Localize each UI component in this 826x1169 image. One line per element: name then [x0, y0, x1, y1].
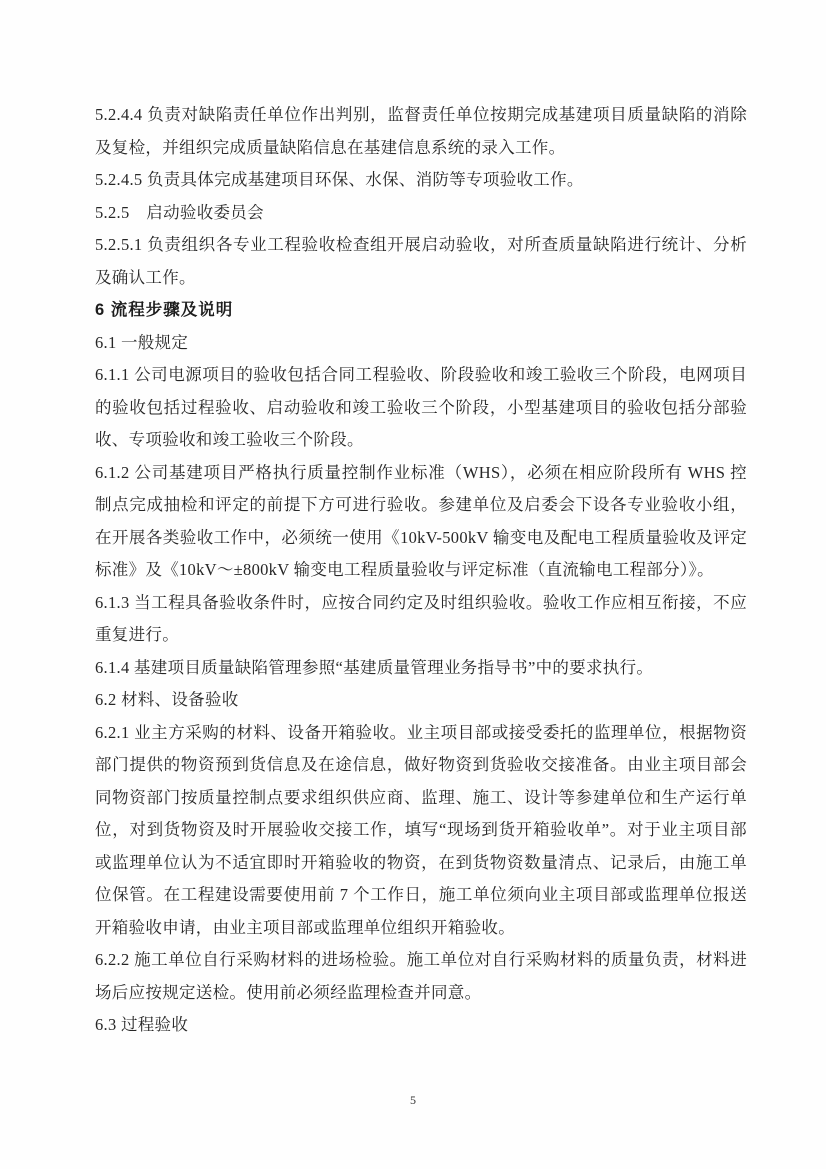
- paragraph: 6.1.3 当工程具备验收条件时，应按合同约定及时组织验收。验收工作应相互衔接，不应重复进行。: [95, 592, 747, 644]
- paragraph: 5.2.4.5 负责具体完成基建项目环保、水保、消防等专项验收工作。: [95, 170, 584, 189]
- paragraph: 6.1 一般规定: [95, 332, 189, 352]
- paragraph: 5.2.5 启动验收委员会: [95, 202, 264, 222]
- paragraph: 6.1.4 基建项目质量缺陷管理参照“基建质量管理业务指导书”中的要求执行。: [95, 657, 654, 677]
- paragraph: 5.2.4.4 负责对缺陷责任单位作出判别，监督责任单位按期完成基建项目质量缺陷的消除及复检，并组织完成质量缺陷信息在基建信息系统的录入工作。: [95, 105, 747, 157]
- paragraph: 6.1.1 公司电源项目的验收包括合同工程验收、阶段验收和竣工验收三个阶段，电网项目的验收包括过程验收、启动验收和竣工验收三个阶段，小型基建项目的验收包括分部验收、专项验收和竣工验收三个阶段。: [95, 365, 747, 449]
- page-number: 5: [410, 1093, 416, 1107]
- section-heading: 6 流程步骤及说明: [95, 301, 234, 319]
- paragraph: 5.2.5.1 负责组织各专业工程验收检查组开展启动验收，对所查质量缺陷进行统计、分析及确认工作。: [95, 235, 747, 287]
- paragraph: 6.3 过程验收: [95, 1015, 189, 1034]
- paragraph: 6.2 材料、设备验收: [95, 690, 239, 709]
- paragraph: 6.1.2 公司基建项目严格执行质量控制作业标准（WHS），必须在相应阶段所有 WHS 控制点完成抽检和评定的前提下方可进行验收。参建单位及启委会下设各专业验收小组，在开展各类验收工作中，必须统一使用《10kV-500kV 输变电及配电工程质量验收及评定标准》及《10kV～±800kV 输变电工程质量验收与评定标准（直流输电工程部分）》。: [95, 462, 747, 579]
- paragraph: 6.2.2 施工单位自行采购材料的进场检验。施工单位对自行采购材料的质量负责，材料进场后应按规定送检。使用前必须经监理检查并同意。: [95, 950, 747, 1002]
- paragraph: 6.2.1 业主方采购的材料、设备开箱验收。业主项目部或接受委托的监理单位，根据物资部门提供的物资预到货信息及在途信息，做好物资到货验收交接准备。由业主项目部会同物资部门按质量控制点要求组织供应商、监理、施工、设计等参建单位和生产运行单位，对到货物资及时开展验收交接工作，填写“现场到货开箱验收单”。对于业主项目部或监理单位认为不适宜即时开箱验收的物资，在到货物资数量清点、记录后，由施工单位保管。在工程建设需要使用前 7 个工作日，施工单位须向业主项目部或监理单位报送开箱验收申请，由业主项目部或监理单位组织开箱验收。: [95, 722, 747, 937]
- document-content: [95, 99, 747, 1042]
